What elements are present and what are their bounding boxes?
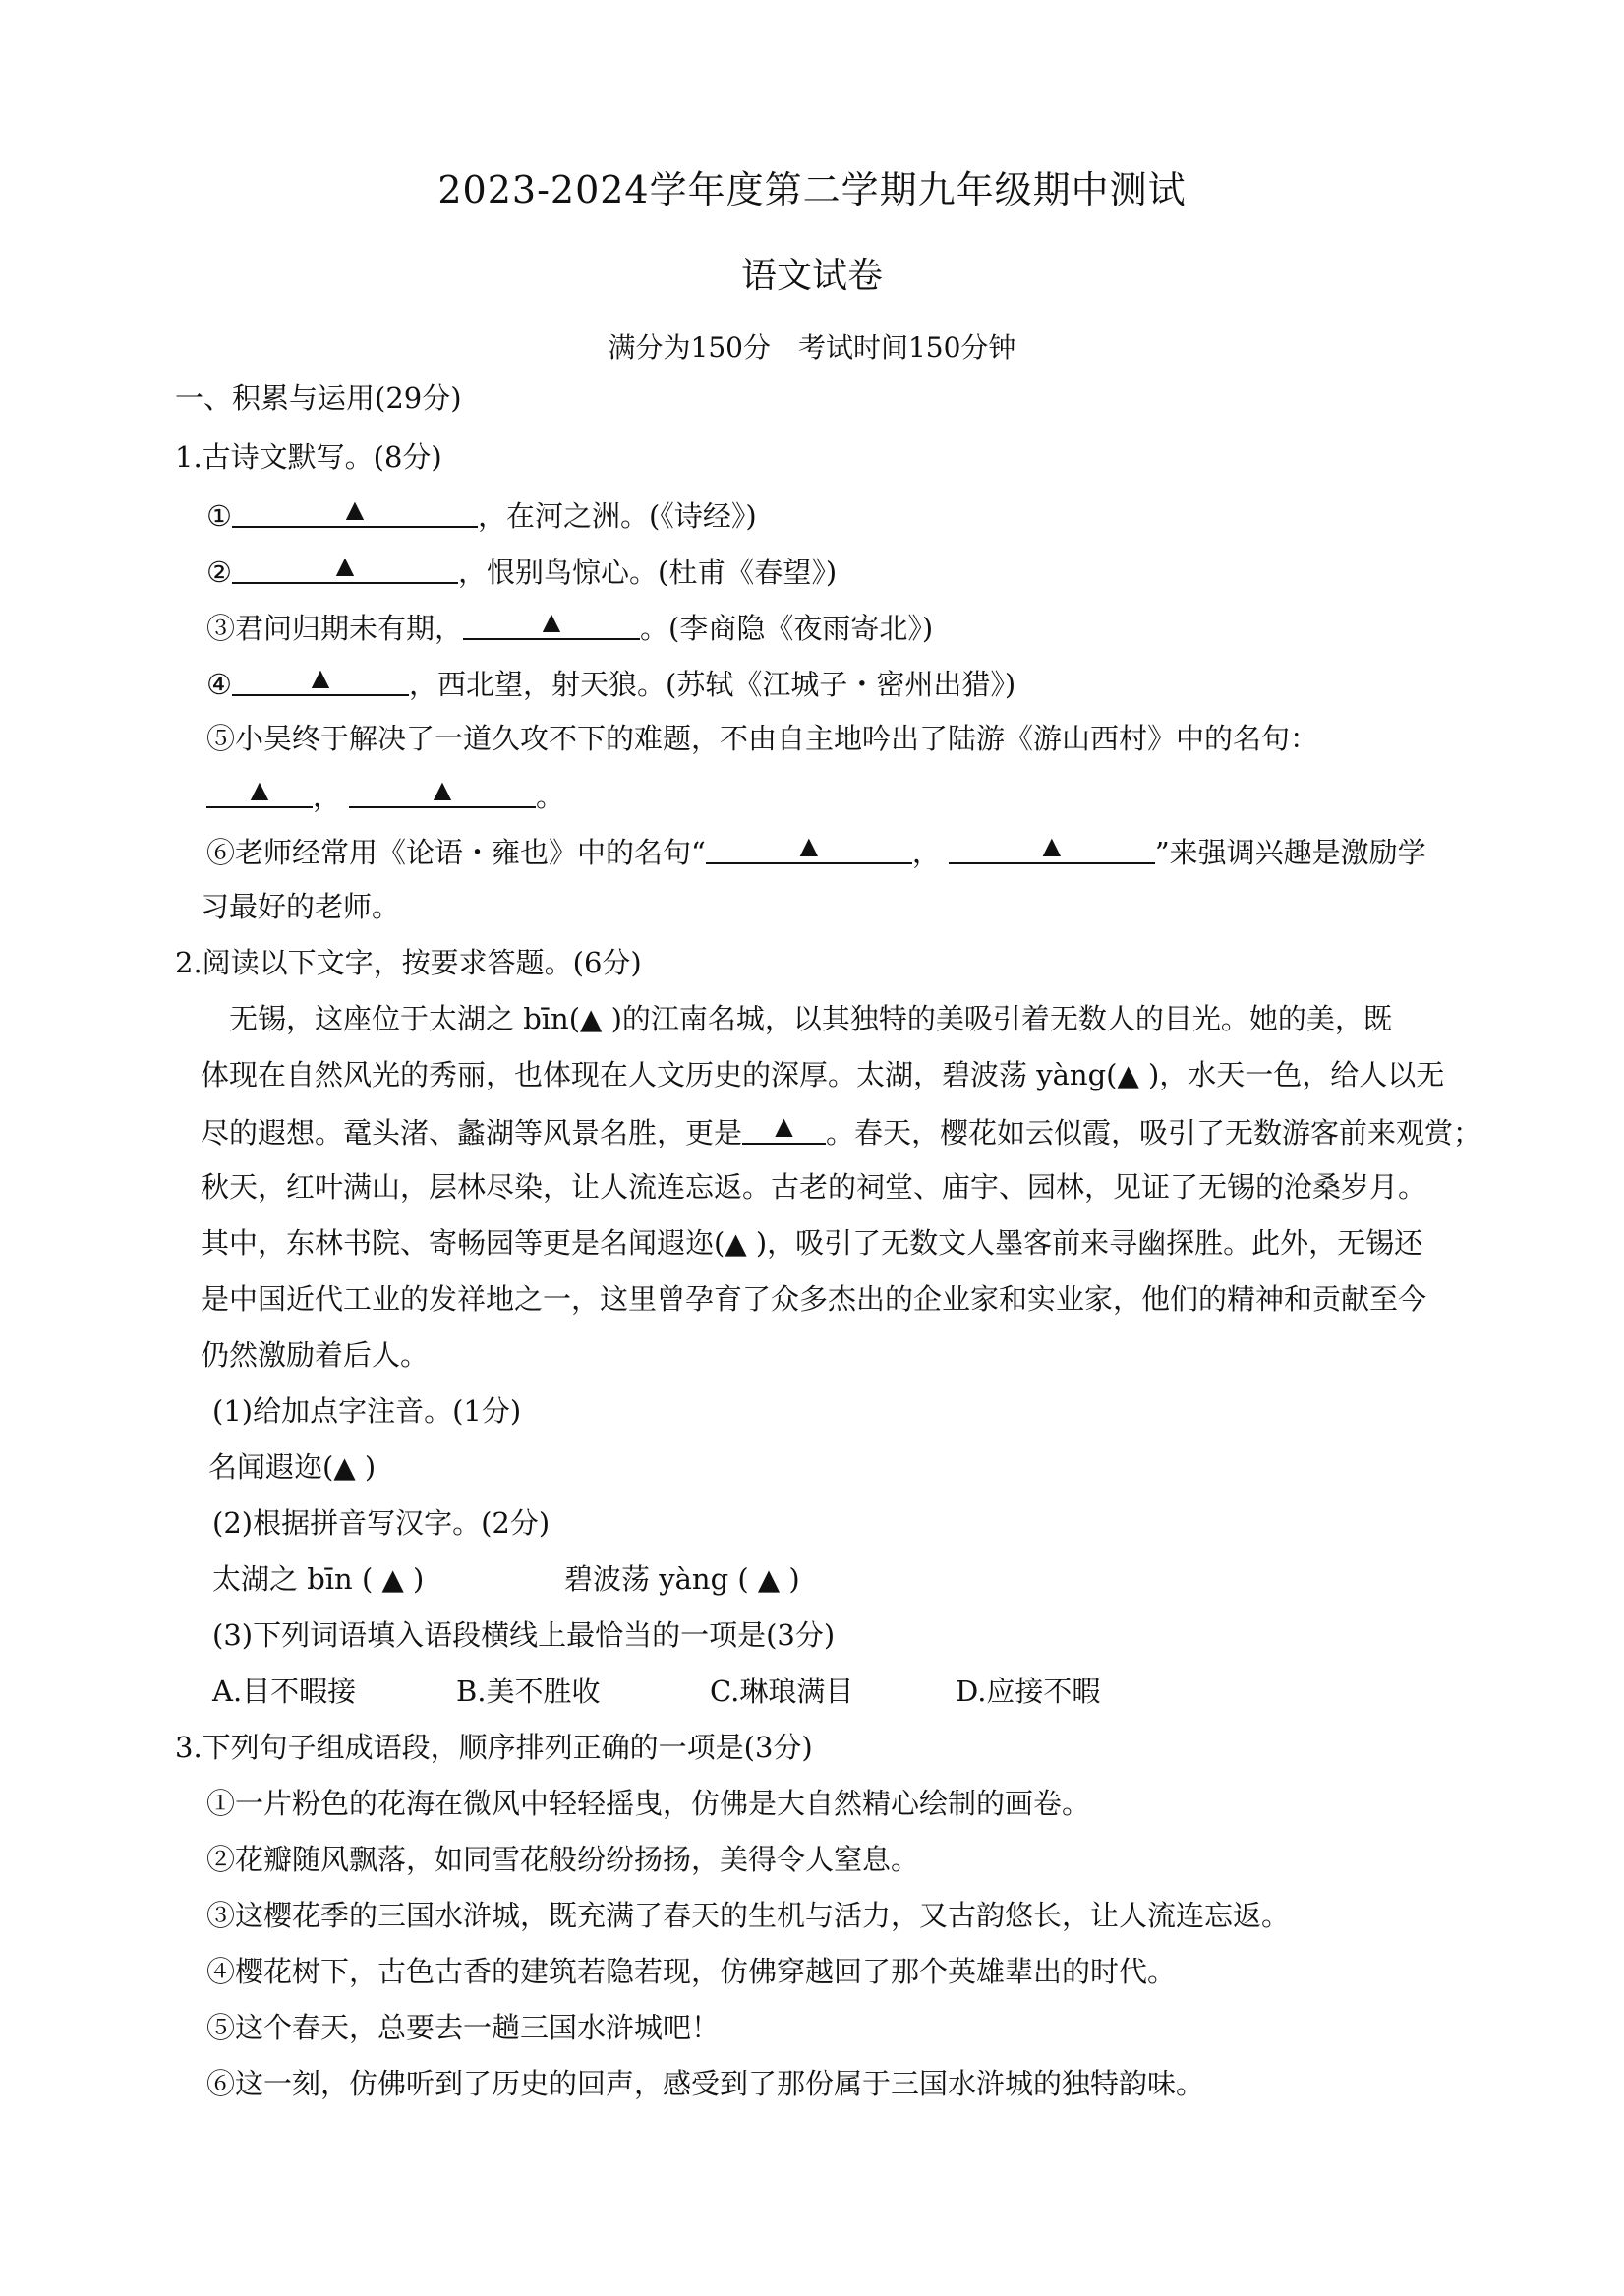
q1-item-6-cont: 习最好的老师。 xyxy=(201,890,401,923)
q3-sentence: ③这樱花季的三国水浒城，既充满了春天的生机与活力，又古韵悠长，让人流连忘返。 xyxy=(206,1899,1291,1932)
q2-sub-2: (2)根据拼音写汉字。(2分) xyxy=(212,1506,551,1540)
answer-blank[interactable] xyxy=(232,495,478,528)
q1-item-4-suffix: ，西北望，射天狼。(苏轼《江城子・密州出猎》) xyxy=(409,668,1016,701)
q1-item-2-suffix: ，恨别鸟惊心。(杜甫《春望》) xyxy=(458,556,838,589)
q2-passage-line: 其中，东林书院、寄畅园等更是名闻遐迩(▲ )，吸引了无数文人墨客前来寻幽探胜。此外，无锡还 xyxy=(201,1226,1423,1260)
choice-d[interactable]: D.应接不暇 xyxy=(956,1675,1101,1708)
choice-a[interactable]: A.目不暇接 xyxy=(212,1675,357,1708)
q2-stem: 2.阅读以下文字，按要求答题。(6分) xyxy=(175,946,642,979)
q2-passage-text: 。春天，樱花如云似霞，吸引了无数游客前来观赏； xyxy=(826,1116,1482,1149)
q1-item-6 xyxy=(206,831,1426,872)
answer-blank[interactable] xyxy=(349,775,536,808)
q2-sub-1-item: 名闻遐迩(▲ ) xyxy=(208,1450,377,1484)
q1-item-5: ⑤小吴终于解决了一道久攻不下的难题，不由自主地吟出了陆游《游山西村》中的名句： xyxy=(206,722,1319,755)
q1-item-6-separator: ， xyxy=(911,836,941,869)
q2-passage-line: 秋天，红叶满山，层林尽染，让人流连忘返。古老的祠堂、庙宇、园林，见证了无锡的沧桑岁月。 xyxy=(201,1170,1427,1204)
q1-item-4-prefix: ④ xyxy=(206,668,232,701)
answer-blank[interactable] xyxy=(232,551,458,584)
exam-title: 2023-2024学年度第二学期九年级期中测试 xyxy=(437,168,1187,211)
q2-passage-line: 是中国近代工业的发祥地之一，这里曾孕育了众多杰出的企业家和实业家，他们的精神和贡献至今 xyxy=(201,1282,1427,1316)
q1-item-5-separator: ， xyxy=(313,780,342,813)
q1-item-4 xyxy=(206,663,1015,704)
q2-choices xyxy=(212,1672,1100,1711)
q2-sub-2-item-b: 碧波荡 yàng ( ▲ ) xyxy=(564,1562,800,1596)
q2-passage-line: 无锡，这座位于太湖之 bīn(▲ )的江南名城，以其独特的美吸引着无数人的目光。她的美，既 xyxy=(201,1002,1392,1035)
q3-sentence: ⑥这一刻，仿佛听到了历史的回声，感受到了那份属于三国水浒城的独特韵味。 xyxy=(206,2067,1205,2100)
q2-passage-line xyxy=(201,1111,1481,1152)
q1-item-6-suffix: ”来强调兴趣是激励学 xyxy=(1154,836,1426,869)
q1-item-6-prefix: ⑥老师经常用《论语・雍也》中的名句“ xyxy=(206,836,706,869)
q2-passage-text: 尽的遐想。鼋头渚、蠡湖等风景名胜，更是 xyxy=(201,1116,743,1149)
answer-blank[interactable] xyxy=(463,607,640,640)
q3-sentence: ②花瓣随风飘落，如同雪花般纷纷扬扬，美得令人窒息。 xyxy=(206,1843,920,1876)
q1-item-1-suffix: ，在河之洲。(《诗经》) xyxy=(478,500,757,533)
q2-sub-1: (1)给加点字注音。(1分) xyxy=(212,1394,522,1428)
q2-sub-2-item-a: 太湖之 bīn ( ▲ ) xyxy=(212,1562,425,1596)
q2-sub-3: (3)下列词语填入语段横线上最恰当的一项是(3分) xyxy=(212,1619,836,1652)
answer-blank[interactable] xyxy=(949,831,1155,864)
answer-blank[interactable] xyxy=(742,1111,826,1145)
q2-passage-line: 体现在自然风光的秀丽，也体现在人文历史的深厚。太湖，碧波荡 yàng(▲ )，水天一色，给人以无 xyxy=(201,1058,1445,1091)
q1-item-1 xyxy=(206,495,757,536)
section-heading: 一、积累与运用(29分) xyxy=(175,382,462,415)
exam-meta: 满分为150分 考试时间150分钟 xyxy=(608,331,1016,364)
q1-item-3-suffix: 。(李商隐《夜雨寄北》) xyxy=(640,612,934,645)
answer-blank[interactable] xyxy=(706,831,912,864)
q3-sentence: ①一片粉色的花海在微风中轻轻摇曳，仿佛是大自然精心绘制的画卷。 xyxy=(206,1787,1091,1820)
q3-sentence: ⑤这个春天，总要去一趟三国水浒城吧！ xyxy=(206,2011,721,2044)
q1-item-5-end: 。 xyxy=(536,780,565,813)
q1-stem: 1.古诗文默写。(8分) xyxy=(175,441,442,474)
q1-item-3 xyxy=(206,607,933,648)
q1-item-1-prefix: ① xyxy=(206,500,232,533)
choice-c[interactable]: C.琳琅满目 xyxy=(710,1675,854,1708)
choice-b[interactable]: B.美不胜收 xyxy=(456,1675,601,1708)
answer-blank[interactable] xyxy=(232,663,409,696)
q2-passage-line: 仍然激励着后人。 xyxy=(201,1338,430,1372)
q3-sentence: ④樱花树下，古色古香的建筑若隐若现，仿佛穿越回了那个英雄辈出的时代。 xyxy=(206,1955,1177,1988)
exam-subtitle: 语文试卷 xyxy=(740,256,883,296)
q1-item-5-blanks xyxy=(206,775,564,816)
q1-item-3-prefix: ③君问归期未有期， xyxy=(206,612,464,645)
q1-item-2 xyxy=(206,551,837,592)
q3-stem: 3.下列句子组成语段，顺序排列正确的一项是(3分) xyxy=(175,1731,813,1764)
q1-item-2-prefix: ② xyxy=(206,556,232,589)
answer-blank[interactable] xyxy=(206,775,313,808)
